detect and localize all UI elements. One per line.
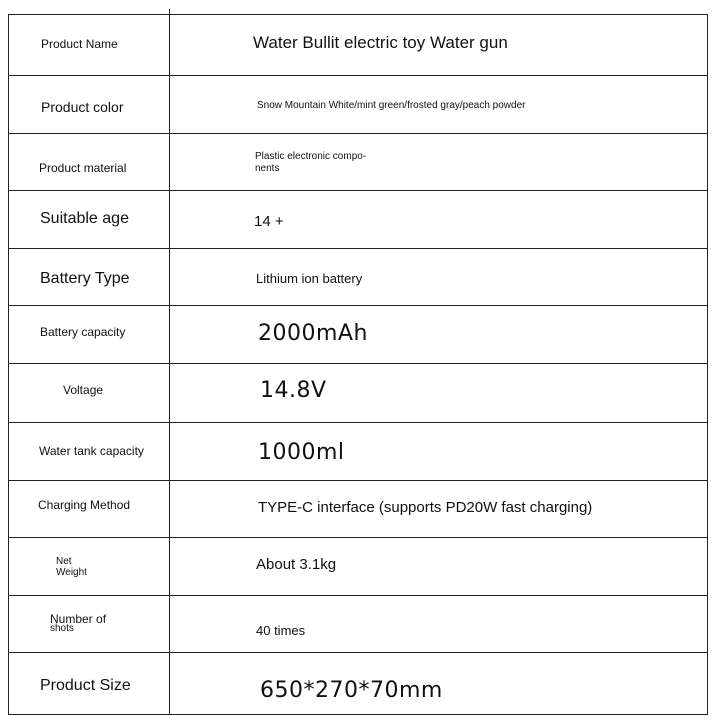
row-label: Voltage [63, 383, 104, 397]
table-row [9, 75, 707, 133]
table-row [9, 422, 707, 480]
row-label: Charging Method [38, 498, 131, 512]
table-row [9, 190, 707, 248]
row-value-line1: Plastic electronic compo- [255, 151, 367, 162]
row-value: Water Bullit electric toy Water gun [253, 33, 508, 52]
row-label: Product material [39, 161, 127, 175]
row-label-line2: Weight [56, 567, 87, 578]
row-value: 650*270*70mm [260, 678, 443, 703]
table-row [9, 15, 707, 75]
row-value: Lithium ion battery [256, 271, 363, 286]
row-value: 14.8V [260, 378, 327, 403]
row-label-line1: Net [56, 556, 72, 567]
row-label: Product color [41, 99, 124, 115]
row-value: 2000mAh [258, 321, 368, 346]
row-value: 1000ml [258, 440, 345, 465]
table-row [9, 480, 707, 537]
row-label-line1: Number of [50, 612, 107, 626]
table-row [9, 363, 707, 422]
row-label: Water tank capacity [39, 444, 144, 458]
row-label: Suitable age [40, 210, 129, 227]
table-row [9, 133, 707, 190]
row-value-line2: nents [255, 163, 280, 174]
row-value: TYPE-C interface (supports PD20W fast charging) [258, 499, 593, 516]
spec-table [8, 14, 708, 715]
row-label-line2: shots [50, 623, 74, 634]
table-row [9, 305, 707, 363]
row-label: Battery Type [40, 270, 130, 287]
table-row [9, 537, 707, 595]
table-row [9, 595, 707, 652]
row-label: Battery capacity [40, 325, 126, 339]
row-value: About 3.1kg [256, 556, 337, 573]
table-row [9, 248, 707, 305]
row-label: Product Size [40, 677, 131, 694]
row-value: 40 times [256, 623, 306, 638]
row-value: 14 + [254, 213, 284, 230]
row-value: Snow Mountain White/mint green/frosted gray/peach powder [257, 100, 526, 111]
row-label: Product Name [41, 37, 118, 51]
table-row [9, 652, 707, 716]
